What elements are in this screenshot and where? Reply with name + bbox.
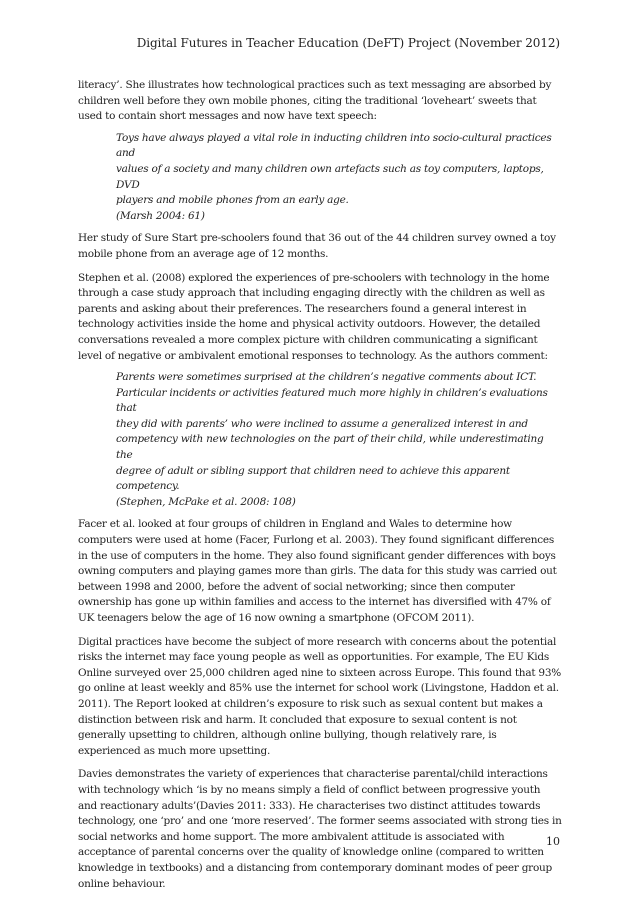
body-paragraph: Stephen et al. (2008) explored the experiences of pre-schoolers with technology in the home through a case study approach that including engaging directly with the children as well as parents and asking about their preferences. The researchers found a general interest in technology activities inside the home and physical activity outdoors. However, the detailed conversations revealed a more complex picture with children communicating a significant level of negative or ambivalent emotional responses to technology. As the authors comment:	[78, 271, 550, 362]
quote-citation: (Stephen, McPake et al. 2008: 108)	[116, 495, 296, 508]
quote-line: values of a society and many children own artefacts such as toy computers, laptops, DVD	[116, 162, 544, 191]
quote-line: Parents were sometimes surprised at the children’s negative comments about ICT.	[116, 371, 537, 384]
body-paragraph: Facer et al. looked at four groups of children in England and Wales to determine how computers were used at home (Facer, Furlong et al. 2003). They found significant differences in the use of computers in the home. They also found significant gender differences with boys owning computers and playing games more than girls. The data for this study was carried out between 1998 and 2000, before the advent of social networking; since then computer ownership has gone up within families and access to the internet has diversified with 47% of UK teenagers below the age of 16 now owning a smartphone (OFCOM 2011).	[78, 518, 557, 624]
quote-line: degree of adult or sibling support that children need to achieve this apparent competency.	[116, 464, 510, 493]
body-paragraph: Davies demonstrates the variety of experiences that characterise parental/child interactions with technology which ‘is by no means simply a field of conflict between progressive youth and reactionary adults’(Davies 2011: 333). He characterises two distinct attitudes towards technology, one ‘pro’ and one ‘more reserved’. The former seems associated with strong ties in social networks and home support. The more ambivalent attitude is associated with acceptance of parental concerns over the quality of knowledge online (compared to written knowledge in textbooks) and a distancing from contemporary dominant modes of peer group online behaviour.	[78, 768, 562, 890]
quote-line: Particular incidents or activities featured much more highly in children’s evaluations that	[116, 386, 548, 415]
body-paragraph: Her study of Sure Start pre-schoolers found that 36 out of the 44 children survey owned a toy mobile phone from an average age of 12 months.	[78, 232, 556, 260]
body-paragraph: Digital practices have become the subject of more research with concerns about the potential risks the internet may face young people as well as opportunities. For example, The EU Kids Online surveyed over 25,000 children aged nine to sixteen across Europe. This found that 93% go online at least weekly and 85% use the internet for school work (Livingstone, Haddon et al. 2011). The Report looked at children’s exposure to risk such as sexual content but makes a distinction between risk and harm. It concluded that exposure to sexual content is not generally upsetting to children, although online bullying, though relatively rare, is experienced as much more upsetting.	[78, 635, 561, 757]
page-number: 10	[546, 835, 560, 848]
block-quote	[116, 370, 562, 510]
quote-line: competency with new technologies on the part of their child, while underestimating the	[116, 433, 544, 462]
quote-citation: (Marsh 2004: 61)	[116, 209, 205, 222]
body-paragraph: literacy’. She illustrates how technological practices such as text messaging are absorbed by children well before they own mobile phones, citing the traditional ‘loveheart’ sweets that used to contain short messages and now have text speech:	[78, 79, 552, 123]
quote-line: they did with parents’ who were inclined to assume a generalized interest in and	[116, 417, 528, 430]
block-quote	[116, 131, 562, 225]
quote-line: players and mobile phones from an early age.	[116, 194, 349, 207]
quote-line: Toys have always played a vital role in inducting children into socio-cultural practices and	[116, 131, 552, 160]
page-header: Digital Futures in Teacher Education (DeFT) Project (November 2012)	[136, 36, 560, 50]
document-body	[78, 78, 562, 900]
